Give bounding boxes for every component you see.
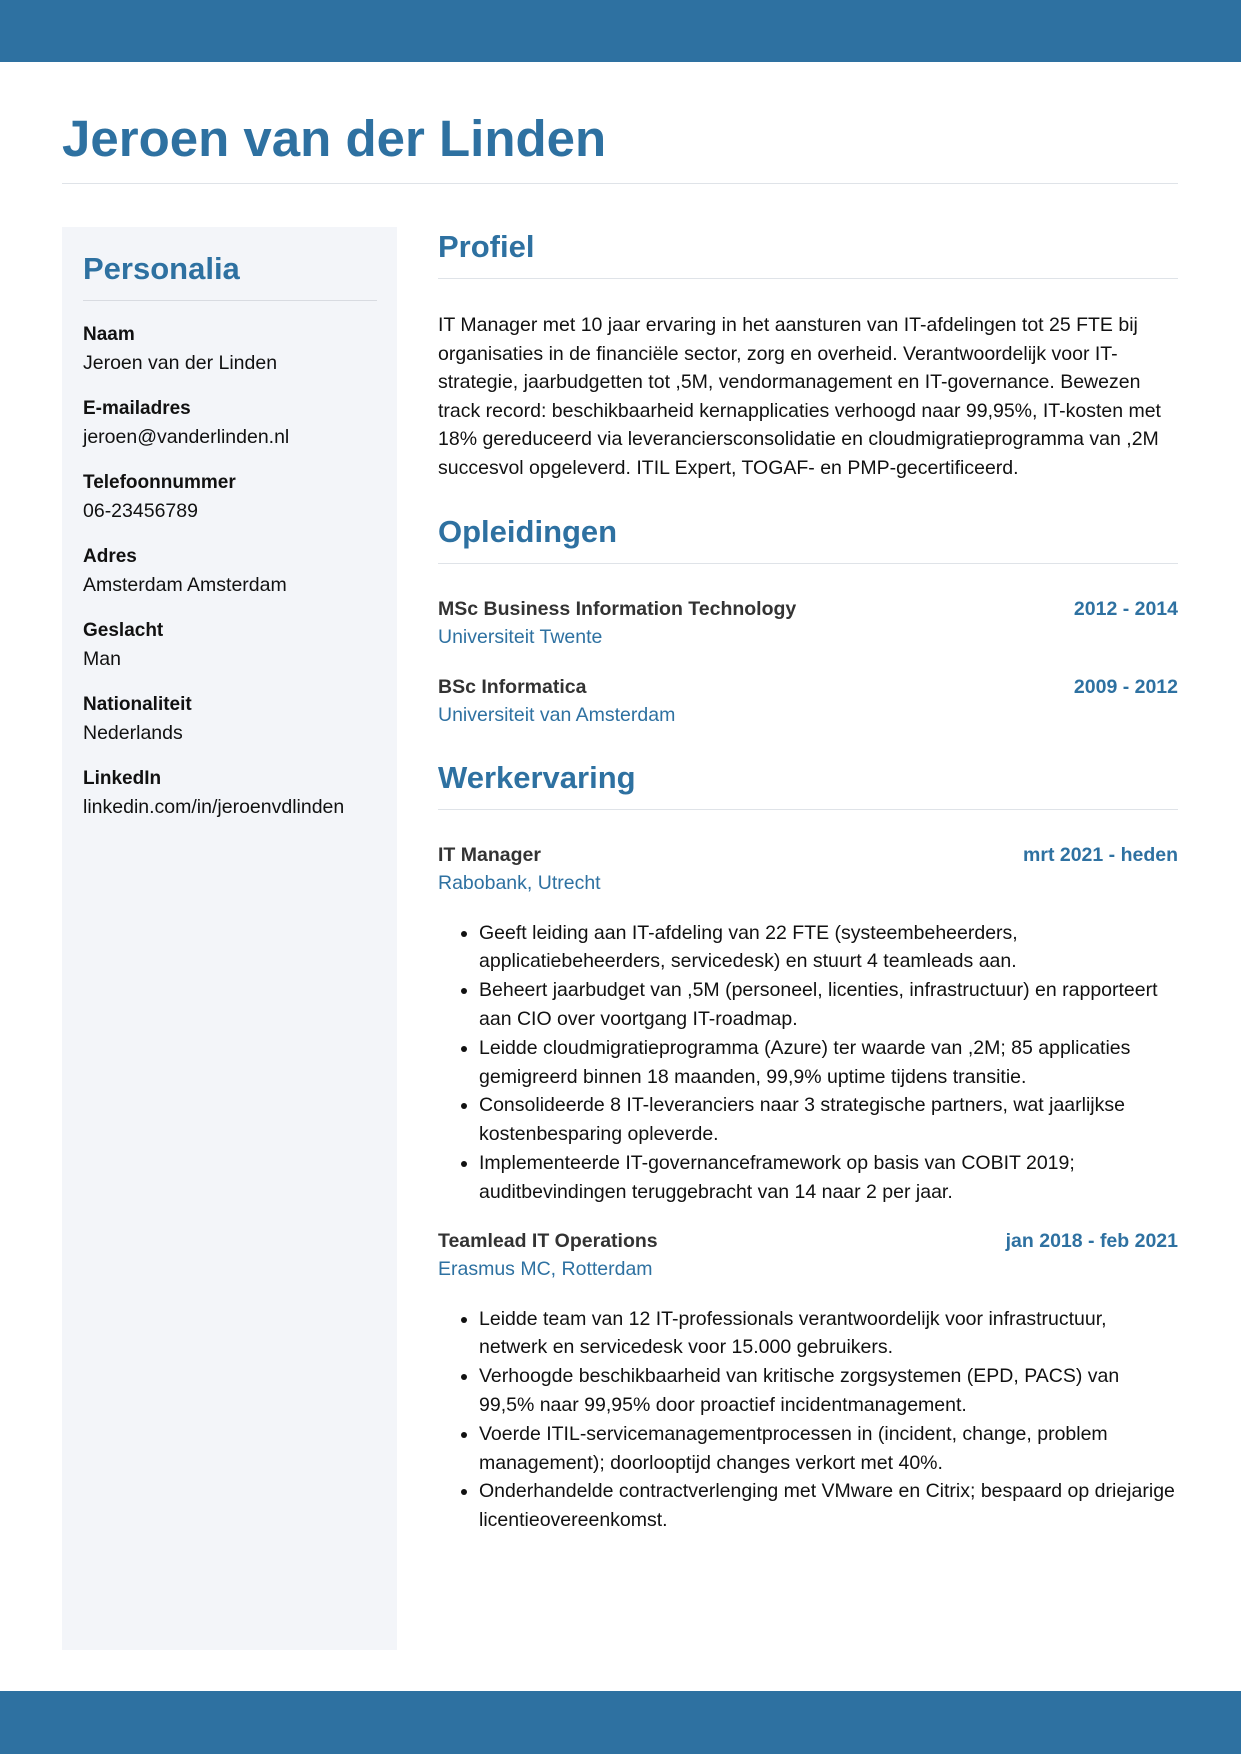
list-item: • Geeft leiding aan IT-afdeling van 22 FTE (systeembeheerders, applicatiebeheerders, servicedesk) en stuurt 4 teamleads aan. [479, 919, 1178, 977]
education-item [438, 595, 1178, 651]
experience-item [438, 1227, 1178, 1535]
main-content [438, 226, 1178, 1535]
experience-divider [438, 809, 1178, 810]
education-section [438, 511, 1178, 729]
profile-heading: Profiel [438, 229, 535, 264]
list-item: • Voerde ITIL-servicemanagementprocessen in (incident, change, problem management); doorlooptijd changes verkort met 40%. [479, 1420, 1178, 1478]
field-value: Nederlands [83, 722, 183, 744]
institution-name: Universiteit van Amsterdam [438, 703, 676, 726]
field-label: Geslacht [83, 620, 164, 641]
field-email [83, 395, 377, 451]
education-period: 2012 - 2014 [1073, 597, 1178, 620]
field-naam [83, 321, 377, 377]
personalia-sidebar [62, 227, 397, 1650]
personalia-heading: Personalia [83, 251, 240, 286]
list-item: • Verhoogde beschikbaarheid van kritische zorgsystemen (EPD, PACS) van 99,5% naar 99,95% door proactief incidentmanagement. [479, 1362, 1178, 1420]
institution-name: Universiteit Twente [438, 625, 603, 648]
list-item: • Leidde team van 12 IT-professionals verantwoordelijk voor infrastructuur, netwerk en servicedesk voor 15.000 gebruikers. [479, 1305, 1178, 1363]
page-title: Jeroen van der Linden [62, 110, 607, 167]
field-label: Naam [83, 324, 135, 345]
education-item-head [438, 595, 1178, 623]
education-heading: Opleidingen [438, 513, 618, 549]
field-value: Jeroen van der Linden [83, 352, 278, 374]
education-item [438, 673, 1178, 729]
field-label: Adres [83, 546, 137, 567]
list-item: • Beheert jaarbudget van ,5M (personeel, licenties, infrastructuur) en rapporteert aan CIO over voortgang IT-roadmap. [479, 976, 1178, 1034]
experience-item-head [438, 841, 1178, 869]
list-item: • Onderhandelde contractverlenging met VMware en Citrix; bespaard op driejarige licentieovereenkomst. [479, 1477, 1178, 1535]
field-value: 06-23456789 [83, 500, 198, 522]
field-label: LinkedIn [83, 768, 162, 789]
profile-section [438, 226, 1178, 483]
company-name: Rabobank, Utrecht [438, 871, 601, 894]
education-period: 2009 - 2012 [1073, 675, 1178, 698]
profile-text: IT Manager met 10 jaar ervaring in het aansturen van IT-afdelingen tot 25 FTE bij organisaties in de financiële sector, zorg en overheid. Verantwoordelijk voor IT-strategie, jaarbudgetten tot ,5M, vendormanagement en IT-governance. Bewezen track record: beschikbaarheid kernapplicaties verhoogd naar 99,95%, IT-kosten met 18% gereduceerd via leveranciersconsolidatie en cloudmigratieprogramma van ,2M succesvol opgeleverd. ITIL Expert, TOGAF- en PMP-gecertificeerd. [438, 314, 1161, 479]
job-title: Teamlead IT Operations [438, 1229, 658, 1252]
experience-item-head [438, 1227, 1178, 1255]
job-bullets [438, 1305, 1178, 1535]
field-label: E-mailadres [83, 398, 191, 419]
degree-title: BSc Informatica [438, 675, 587, 698]
profile-divider [438, 278, 1178, 279]
field-value: Amsterdam Amsterdam [83, 574, 287, 596]
field-geslacht [83, 617, 377, 673]
personalia-divider [83, 300, 377, 301]
experience-item [438, 841, 1178, 1207]
field-value: linkedin.com/in/jeroenvdlinden [83, 796, 345, 818]
degree-title: MSc Business Information Technology [438, 597, 797, 620]
job-bullets [438, 919, 1178, 1207]
experience-section [438, 757, 1178, 1535]
education-divider [438, 563, 1178, 564]
field-telefoon [83, 469, 377, 525]
footer-bar [0, 1691, 1241, 1754]
education-item-head [438, 673, 1178, 701]
field-adres [83, 543, 377, 599]
field-label: Nationaliteit [83, 694, 192, 715]
header-bar [0, 0, 1241, 62]
field-value: Man [83, 648, 121, 670]
list-item: • Leidde cloudmigratieprogramma (Azure) ter waarde van ,2M; 85 applicaties gemigreerd binnen 18 maanden, 99,9% uptime tijdens transitie. [479, 1034, 1178, 1092]
list-item: • Consolideerde 8 IT-leveranciers naar 3 strategische partners, wat jaarlijkse kostenbesparing opleverde. [479, 1091, 1178, 1149]
field-nationaliteit [83, 691, 377, 747]
experience-heading: Werkervaring [438, 759, 636, 795]
field-linkedin [83, 765, 377, 821]
field-value: jeroen@vanderlinden.nl [83, 426, 290, 448]
field-label: Telefoonnummer [83, 472, 236, 493]
title-divider [62, 183, 1178, 184]
job-title: IT Manager [438, 843, 541, 866]
job-period: jan 2018 - feb 2021 [1005, 1229, 1178, 1252]
company-name: Erasmus MC, Rotterdam [438, 1257, 653, 1280]
job-period: mrt 2021 - heden [1023, 843, 1178, 866]
list-item: • Implementeerde IT-governanceframework op basis van COBIT 2019; auditbevindingen teruggebracht van 14 naar 2 per jaar. [479, 1149, 1178, 1207]
